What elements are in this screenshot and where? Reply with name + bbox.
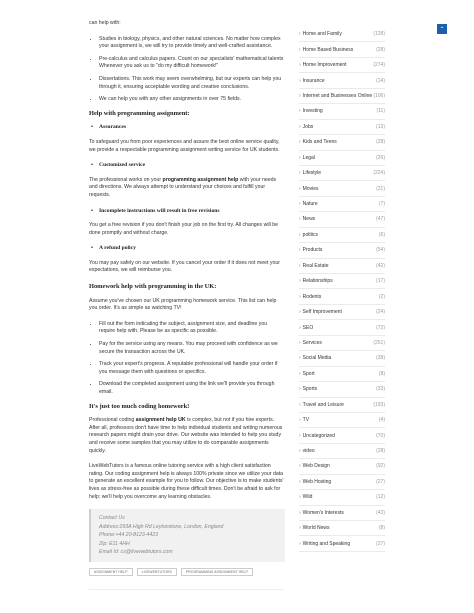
chevron-right-icon: › (299, 339, 301, 346)
list-item: • Dissertations. This work may seem overwhelming, but our experts can help you through it, ensuring acceptable wording and creative conclusions. (99, 76, 284, 91)
chevron-right-icon: › (299, 62, 301, 69)
chevron-right-icon: › (299, 92, 301, 99)
category-name: Home Based Business (302, 46, 354, 53)
category-name: Writing and Speaking (302, 540, 351, 547)
chevron-right-icon: › (299, 324, 301, 331)
category-count: (28) (376, 448, 385, 455)
category-name: Home Improvement (302, 62, 347, 69)
category-name: Travel and Leisure (302, 401, 344, 408)
sidebar-category-item[interactable] (299, 490, 385, 505)
sidebar-category-item[interactable] (299, 506, 385, 521)
category-count: (224) (373, 170, 385, 177)
sidebar-category-item[interactable] (299, 73, 385, 88)
sidebar-category-item[interactable] (299, 521, 385, 536)
coding-text-a: Professional coding (89, 417, 136, 424)
list-item: • Pre-calculus and calculus papers. Count on our specialists' mathematical talents Whenever you ask us to "do my difficult homework!" (99, 56, 284, 71)
category-name: Web Hosting (302, 478, 332, 485)
article-body (89, 20, 284, 562)
chevron-right-icon: › (299, 278, 301, 285)
chevron-right-icon: › (299, 525, 301, 532)
category-name: TV (302, 417, 310, 424)
tag-programming-assignment-help[interactable]: PROGRAMMING ASSIGNMENT HELP (181, 568, 253, 576)
chevron-right-icon: › (299, 154, 301, 161)
contact-address: Address:293A High Rd Leytonstone, London, England (99, 523, 224, 530)
sidebar-category-item[interactable] (299, 428, 385, 443)
list-item: • Pay for the service using any means. You may proceed with confidence as we secure the transaction across the UK. (99, 341, 284, 356)
chevron-right-icon: › (299, 123, 301, 130)
sidebar-category-item[interactable] (299, 413, 385, 428)
category-count: (8) (378, 370, 385, 377)
category-count: (28) (376, 46, 385, 53)
category-name: Social Media (302, 355, 332, 362)
customized-text (89, 177, 284, 200)
chevron-right-icon: › (299, 509, 301, 516)
programming-help-link[interactable]: programming assignment help (162, 176, 239, 183)
category-name: Web Design (302, 463, 330, 470)
chevron-up-icon: ⌃ (439, 26, 445, 33)
chevron-right-icon: › (299, 432, 301, 439)
category-count: (47) (376, 216, 385, 223)
sidebar-category-item[interactable] (299, 120, 385, 135)
chevron-right-icon: › (299, 170, 301, 177)
sidebar-category-item[interactable] (299, 197, 385, 212)
sidebar-category-item[interactable] (299, 475, 385, 490)
sidebar-category-item[interactable] (299, 151, 385, 166)
chevron-right-icon: › (299, 401, 301, 408)
category-sidebar (299, 27, 385, 552)
sidebar-category-item[interactable] (299, 536, 385, 551)
category-count: (4) (378, 417, 385, 424)
revisions-text: You get a free revision if you don't finish your job on the first try. All changes will be done promptly and without charge. (89, 222, 278, 236)
category-name: Self Improvement (302, 309, 342, 316)
category-count: (13) (376, 123, 385, 130)
chevron-right-icon: › (299, 46, 301, 53)
category-name: Sport (302, 370, 315, 377)
category-name: video (302, 448, 315, 455)
sidebar-category-item[interactable] (299, 181, 385, 196)
assignment-help-uk-link[interactable]: assignment help UK (135, 417, 186, 424)
sidebar-category-item[interactable] (299, 398, 385, 413)
chevron-right-icon: › (299, 247, 301, 254)
category-count: (251) (373, 339, 385, 346)
sidebar-category-item[interactable] (299, 351, 385, 366)
category-name: Products (302, 247, 323, 254)
contact-block (89, 509, 285, 562)
assurances-text: To safeguard you from poor experiences and assure the best online service quality, we provide a respectable programming assignment writing service for UK students. (89, 138, 280, 153)
customized-text-b: with your needs and directions. We always attempt to understand your choices and fulfill your requests. (89, 176, 277, 198)
category-name: Nature (302, 201, 318, 208)
steps-list (89, 321, 284, 397)
list-item: • Track your expert's progress. A reputable professional will handle your order if you message them with questions or specifics. (99, 361, 284, 376)
scroll-to-top-button[interactable] (437, 24, 447, 34)
sidebar-category-item[interactable] (299, 289, 385, 304)
chevron-right-icon: › (299, 478, 301, 485)
category-name: Services (302, 339, 322, 346)
category-name: Kids and Teens (302, 139, 337, 146)
category-count: (106) (373, 92, 385, 99)
category-name: Real Estate (302, 262, 329, 269)
list-item: • We can help you with any other assignments in over 75 fields. (99, 96, 284, 104)
chevron-right-icon: › (299, 448, 301, 455)
sidebar-category-item[interactable] (299, 89, 385, 104)
chevron-right-icon: › (299, 262, 301, 269)
category-count: (21) (376, 185, 385, 192)
coding-text (89, 417, 284, 455)
contact-title: Contact Us (99, 515, 125, 522)
chevron-right-icon: › (299, 540, 301, 547)
category-count: (17) (376, 278, 385, 285)
category-count: (12) (376, 494, 385, 501)
tag-assignment-help[interactable]: ASSIGNMENT HELP (89, 568, 133, 576)
category-count: (14) (376, 77, 385, 84)
category-count: (26) (376, 154, 385, 161)
refund-text: You may pay safely on our website. If you cancel your order if it does not meet your expectations, we will reimburse you. (89, 259, 280, 274)
chevron-right-icon: › (299, 386, 301, 393)
chevron-right-icon: › (299, 108, 301, 115)
heading-assurances: • Assurances (89, 124, 284, 132)
category-name: Movies (302, 185, 319, 192)
chevron-right-icon: › (299, 494, 301, 501)
category-count: (28) (376, 139, 385, 146)
heading-coding-homework: It's just too much coding homework! (89, 402, 190, 410)
sidebar-category-item[interactable] (299, 212, 385, 227)
category-name: Women's Interests (302, 509, 344, 516)
chevron-right-icon: › (299, 185, 301, 192)
chevron-right-icon: › (299, 77, 301, 84)
heading-refund: • A refund policy (89, 245, 284, 253)
category-name: Lifestyle (302, 170, 322, 177)
category-count: (27) (376, 540, 385, 547)
category-name: Wild (302, 494, 313, 501)
sidebar-category-item[interactable] (299, 228, 385, 243)
category-count: (11) (376, 108, 385, 115)
heading-help-programming: Help with programming assignment: (89, 109, 190, 117)
chevron-right-icon: › (299, 31, 301, 38)
sidebar-category-item[interactable] (299, 135, 385, 150)
category-count: (6) (378, 231, 385, 238)
category-count: (7) (378, 201, 385, 208)
category-count: (193) (373, 401, 385, 408)
chevron-right-icon: › (299, 293, 301, 300)
homework-text: Assume you've chosen our UK programming homework service. This list can help you order. It's as simple as watching TV! (89, 297, 277, 312)
category-count: (54) (376, 247, 385, 254)
contact-zip: Zip: E11 4HH (99, 540, 130, 547)
category-name: Insurance (302, 77, 325, 84)
sidebar-category-item[interactable] (299, 459, 385, 474)
chevron-right-icon: › (299, 231, 301, 238)
sidebar-category-item[interactable] (299, 58, 385, 73)
category-count: (8) (378, 525, 385, 532)
sidebar-category-item[interactable] (299, 27, 385, 42)
heading-revisions: • Incomplete instructions will result in free revisions (89, 208, 284, 216)
chevron-right-icon: › (299, 309, 301, 316)
category-name: Rodents (302, 293, 322, 300)
list-item: • Download the completed assignment using the link we'll provide you through email. (99, 381, 284, 396)
chevron-right-icon: › (299, 370, 301, 377)
category-count: (72) (376, 324, 385, 331)
tag-livewebtutors[interactable]: LIVEWEBTUTORS (137, 568, 177, 576)
category-name: Jobs (302, 123, 314, 130)
category-count: (274) (373, 62, 385, 69)
category-name: Sports (302, 386, 318, 393)
heading-homework-uk: Homework help with programming in the UK: (89, 283, 217, 291)
category-name: World News (302, 525, 330, 532)
sidebar-category-item[interactable] (299, 382, 385, 397)
category-count: (43) (376, 509, 385, 516)
livewebtutors-text: LiveWebTutors is a famous online tutoring service with a high client satisfaction rating. Our coding assignment help is always 100% private since we utilize your data to generate an excellent example for you to follow. Our objective is to make students' lives as stress-free as possible during these difficult times. Don't be afraid to ask for help; we'll help you overcome any learning obstacles. (89, 463, 284, 500)
sidebar-category-item[interactable] (299, 274, 385, 289)
category-count: (38) (376, 355, 385, 362)
divider (89, 589, 284, 590)
list-item: • Fill out the form indicating the subject, assignment size, and deadline you require help with. Please be as specific as possible. (99, 321, 284, 336)
category-name: politics (302, 231, 318, 238)
category-name: Home and Family (302, 31, 342, 38)
sidebar-category-item[interactable] (299, 166, 385, 181)
sidebar-category-item[interactable] (299, 320, 385, 335)
category-name: Uncategorized (302, 432, 335, 439)
category-name: News (302, 216, 316, 223)
sidebar-category-item[interactable] (299, 305, 385, 320)
category-name: Internet and Businesses Online (302, 92, 373, 99)
category-count: (128) (373, 31, 385, 38)
sidebar-category-item[interactable] (299, 336, 385, 351)
category-count: (42) (376, 262, 385, 269)
chevron-right-icon: › (299, 417, 301, 424)
chevron-right-icon: › (299, 201, 301, 208)
coding-text-b: is complex, but not if you hire experts. After all, professors don't have time to help individual students and writing numerous research papers might drain your drive. Our website was intended to help you study and receive some samples that you may utilize to do comparable assignments quickly. (89, 417, 283, 454)
category-name: SEO (302, 324, 314, 331)
category-name: Legal (302, 154, 315, 161)
sidebar-category-item[interactable] (299, 367, 385, 382)
category-count: (92) (376, 463, 385, 470)
sidebar-category-item[interactable] (299, 243, 385, 258)
tag-list (89, 568, 253, 576)
chevron-right-icon: › (299, 355, 301, 362)
category-count: (27) (376, 478, 385, 485)
category-count: (33) (376, 386, 385, 393)
heading-customized: • Customized service (89, 162, 284, 170)
contact-phone: Phone:+44 20-8123-4423 (99, 532, 158, 539)
services-list (89, 36, 284, 104)
sidebar-category-item[interactable] (299, 259, 385, 274)
contact-email: Email Id: cs@livewebtutors.com (99, 549, 173, 556)
sidebar-category-item[interactable] (299, 444, 385, 459)
chevron-right-icon: › (299, 463, 301, 470)
chevron-right-icon: › (299, 216, 301, 223)
chevron-right-icon: › (299, 139, 301, 146)
list-item: • Studies in biology, physics, and other natural sciences. No matter how complex your assignment is, we will try to provide timely and well-crafted assistance. (99, 36, 284, 51)
category-name: Investing (302, 108, 323, 115)
category-count: (24) (376, 309, 385, 316)
category-count: (2) (378, 293, 385, 300)
sidebar-category-item[interactable] (299, 42, 385, 57)
intro-text: can help with: (89, 20, 121, 26)
sidebar-category-item[interactable] (299, 104, 385, 119)
category-count: (70) (376, 432, 385, 439)
customized-text-a: The professional works on your (89, 176, 163, 183)
category-name: Relationships (302, 278, 333, 285)
